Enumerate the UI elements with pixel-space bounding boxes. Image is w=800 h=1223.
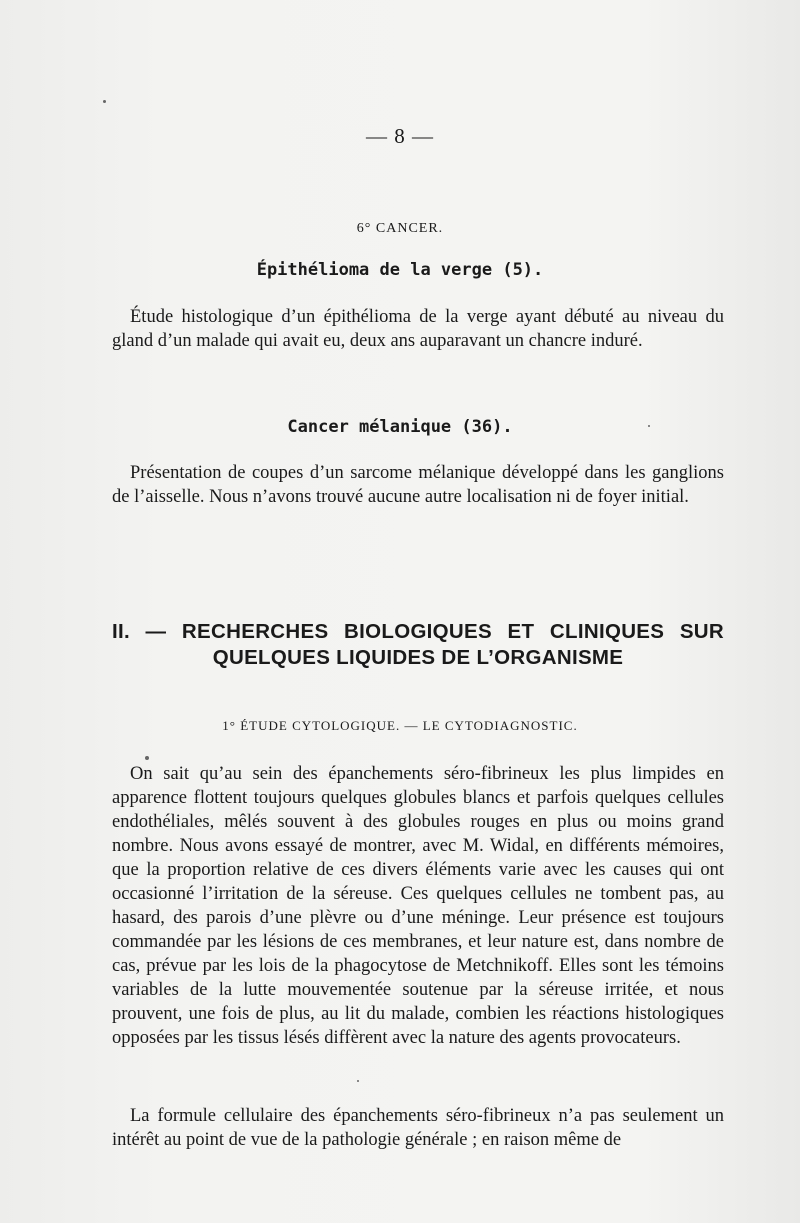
body-paragraph-1: On sait qu’au sein des épanchements séro-fibrineux les plus limpides en apparence flottent toujours quelques globules blancs et parfois quelques cellules endothéliales, mêlés souvent à des globules rouges en plus ou moins grand nombre. Nous avons essayé de montrer, avec M. Widal, en différents mémoires, que la proportion relative de ces divers éléments varie avec les causes qui ont occasionné l’irritation de la séreuse. Ces quelques cellules ne tombent pas, au hasard, des parois d’une plèvre ou d’une méninge. Leur présence est toujours commandée par les lésions de ces membranes, et leur nature est, dans nombre de cas, prévue par les lois de la phagocytose de Metchnikoff. Elles sont les témoins variables de la lutte mouvementée soutenue par la séreuse irritée, et nous prouvent, une fois de plus, au lit du malade, combien les réactions histologiques opposées par les tissus lésés diffèrent avec la nature des agents provocateurs. [112, 764, 724, 1048]
epithelioma-title: Épithélioma de la verge (5). [256, 260, 544, 280]
epithelioma-text: Étude histologique d’un épithélioma de la verge ayant débuté au niveau du gland d’un malade qui avait eu, deux ans auparavant un chancre induré. [112, 307, 724, 351]
section-ii-line1: II. — RECHERCHES BIOLOGIQUES ET CLINIQUES SUR [112, 620, 724, 643]
section-ii-line2: QUELQUES LIQUIDES DE L’ORGANISME [212, 646, 624, 669]
page-number: — 8 — [366, 124, 434, 148]
melanic-cancer-title: Cancer mélanique (36). [287, 417, 513, 437]
paper-speck [145, 756, 149, 760]
cytology-subheading: 1° ÉTUDE CYTOLOGIQUE. — LE CYTODIAGNOSTIC. [222, 718, 578, 733]
cancer-heading: 6° CANCER. [356, 221, 444, 236]
melanic-cancer-text: Présentation de coupes d’un sarcome mélanique développé dans les ganglions de l’aisselle. Nous n’avons trouvé aucune autre localisation ni de foyer initial. [112, 463, 724, 507]
paper-speck [103, 100, 106, 103]
paper-speck [357, 1080, 359, 1082]
section-ii-heading [112, 619, 724, 671]
paper-speck [648, 425, 650, 427]
body-paragraph-2: La formule cellulaire des épanchements séro-fibrineux n’a pas seulement un intérêt au point de vue de la pathologie générale ; en raison même de [112, 1106, 724, 1150]
